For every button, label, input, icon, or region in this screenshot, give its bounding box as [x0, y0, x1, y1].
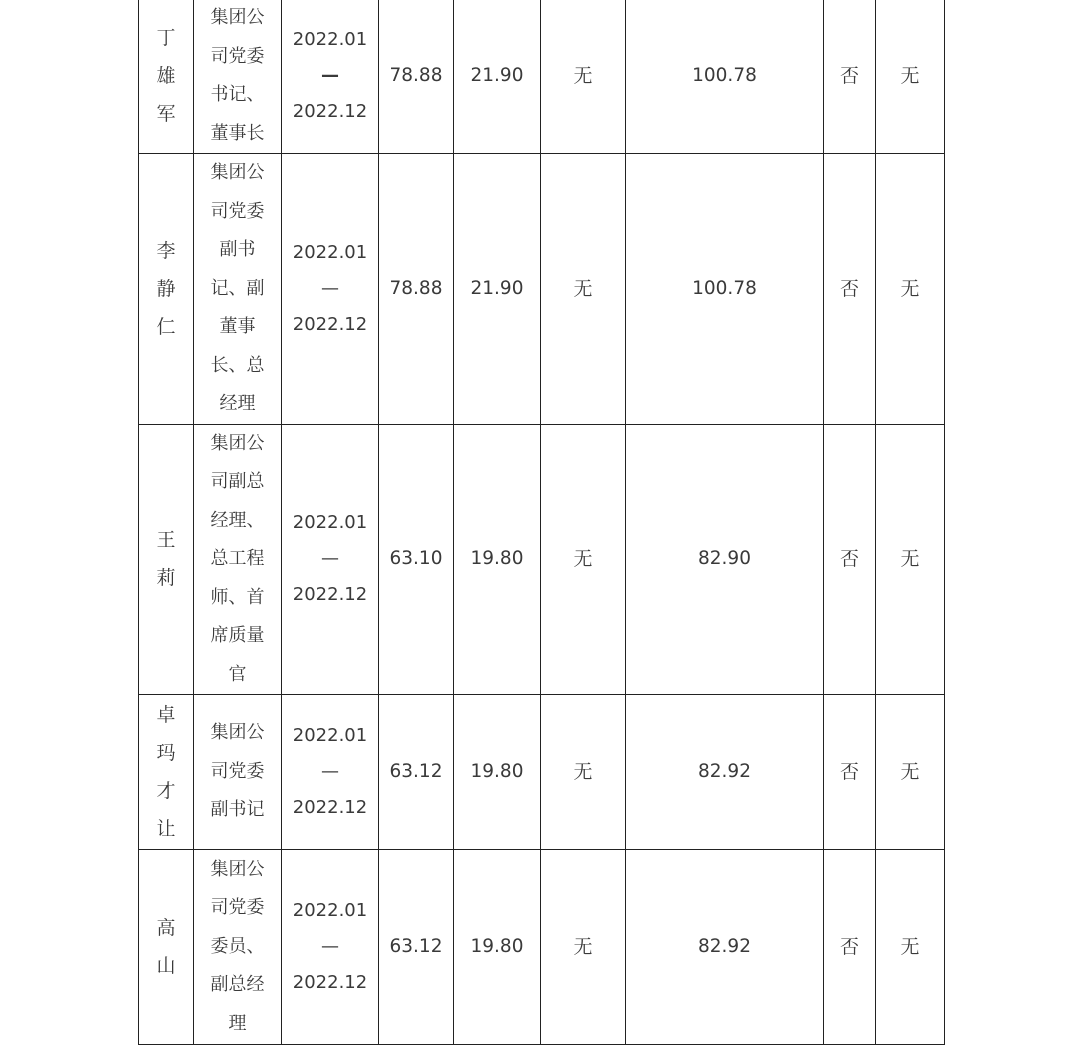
value-cell-c: 无: [541, 424, 626, 695]
table-row: [139, 424, 945, 695]
period-end: 2022.12: [292, 101, 368, 122]
table-row: [139, 0, 945, 154]
value-cell-b: 19.80: [454, 424, 541, 695]
value-cell-e: 否: [824, 424, 876, 695]
value-cell-a: 63.10: [379, 424, 454, 695]
total-cell: 82.92: [626, 695, 824, 850]
compensation-table-wrapper: [138, 0, 944, 1045]
compensation-table: [138, 0, 945, 1045]
period-separator: —: [321, 761, 339, 782]
value-cell-a: 78.88: [379, 154, 454, 425]
position-cell: 集团公司党委副书记: [194, 695, 282, 850]
period-end: 2022.12: [292, 972, 368, 993]
value-cell-c: 无: [541, 154, 626, 425]
value-cell-b: 19.80: [454, 850, 541, 1045]
value-cell-e: 否: [824, 695, 876, 850]
value-cell-a: 63.12: [379, 695, 454, 850]
period-separator: —: [321, 548, 339, 570]
total-cell: 82.92: [626, 850, 824, 1045]
value-cell-b: 21.90: [454, 154, 541, 425]
name-cell: 李静仁: [139, 154, 194, 425]
value-cell-f: 无: [876, 695, 945, 850]
value-cell-f: 无: [876, 424, 945, 695]
name-cell: 丁雄军: [139, 0, 194, 154]
total-cell: 100.78: [626, 154, 824, 425]
name-cell: 王莉: [139, 424, 194, 695]
position-cell: 集团公司党委副书记、副董事长、总经理: [194, 154, 282, 425]
period-start: 2022.01: [292, 725, 368, 746]
name-cell: 卓玛才让: [139, 695, 194, 850]
period-cell: [282, 0, 379, 154]
value-cell-c: 无: [541, 850, 626, 1045]
value-cell-f: 无: [876, 0, 945, 154]
period-end: 2022.12: [292, 797, 368, 818]
total-cell: 100.78: [626, 0, 824, 154]
period-separator: —: [321, 277, 339, 299]
period-end: 2022.12: [292, 313, 368, 335]
total-cell: 82.90: [626, 424, 824, 695]
value-cell-f: 无: [876, 850, 945, 1045]
position-cell: 集团公司党委委员、副总经理: [194, 850, 282, 1045]
value-cell-b: 19.80: [454, 695, 541, 850]
value-cell-f: 无: [876, 154, 945, 425]
table-row: [139, 850, 945, 1045]
value-cell-a: 63.12: [379, 850, 454, 1045]
period-cell: [282, 154, 379, 425]
value-cell-e: 否: [824, 154, 876, 425]
period-cell: [282, 695, 379, 850]
value-cell-a: 78.88: [379, 0, 454, 154]
name-cell: 高山: [139, 850, 194, 1045]
table-row: [139, 695, 945, 850]
period-cell: [282, 424, 379, 695]
value-cell-e: 否: [824, 850, 876, 1045]
value-cell-c: 无: [541, 0, 626, 154]
table-row: [139, 154, 945, 425]
period-separator: —: [321, 936, 339, 957]
period-separator: —: [321, 65, 339, 86]
value-cell-b: 21.90: [454, 0, 541, 154]
period-start: 2022.01: [292, 900, 368, 921]
period-cell: [282, 850, 379, 1045]
position-cell: 集团公司副总经理、总工程师、首席质量官: [194, 424, 282, 695]
period-start: 2022.01: [292, 241, 368, 263]
period-start: 2022.01: [292, 29, 368, 50]
period-end: 2022.12: [292, 584, 368, 606]
value-cell-c: 无: [541, 695, 626, 850]
value-cell-e: 否: [824, 0, 876, 154]
period-start: 2022.01: [292, 512, 368, 534]
position-cell: 集团公司党委书记、董事长: [194, 0, 282, 154]
